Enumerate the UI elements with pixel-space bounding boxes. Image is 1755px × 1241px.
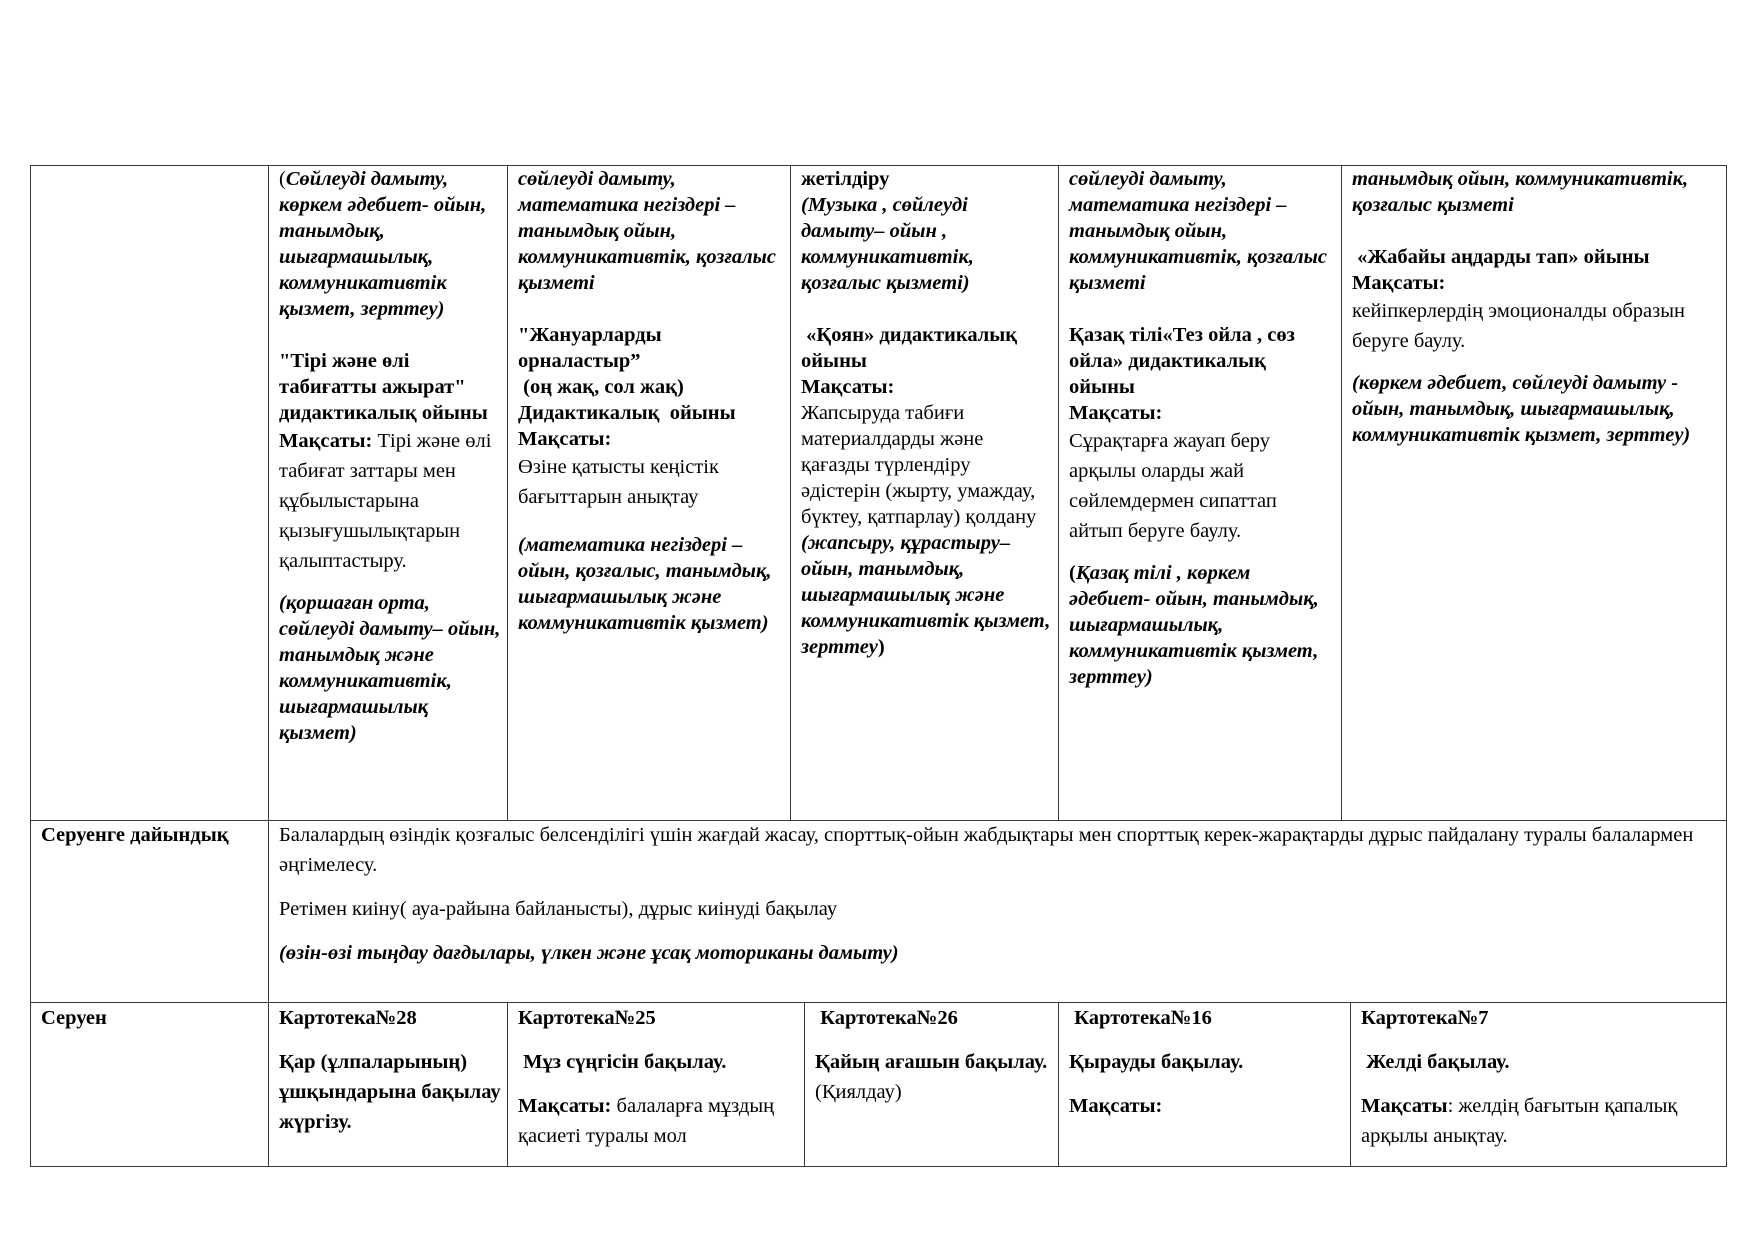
observation-title: Қырауды бақылау. bbox=[1069, 1051, 1244, 1073]
open-paren: ( bbox=[279, 168, 286, 190]
walk-cell-4 bbox=[1069, 1003, 1345, 1121]
activity-areas: сөйлеуді дамыту, математика негіздері – танымдық ойын, коммуникативтік, қозғалыс қызметі bbox=[518, 168, 776, 294]
goal-text: : желдің бағытын қапалық арқылы анықтау. bbox=[1361, 1095, 1678, 1147]
activity-areas-summary: (қоршаған орта, сөйлеуді дамыту– ойын, танымдық және коммуникативтік, шығармашылық қызмет) bbox=[279, 592, 501, 744]
activity-cell-2 bbox=[518, 166, 784, 636]
activity-areas-summary: (математика негіздері – ойын, қозғалыс, танымдық, шығармашылық және коммуникативтік қызмет) bbox=[518, 534, 772, 634]
activity-cell-1 bbox=[279, 166, 501, 746]
goal-text: кейіпкерлердің эмоционалды образын беруге баулу. bbox=[1352, 300, 1685, 352]
goal-text: Өзіне қатысты кеңістік бағыттарын анықтау bbox=[518, 456, 719, 508]
column-divider bbox=[1058, 1002, 1059, 1167]
goal-label: Мақсаты: bbox=[801, 376, 895, 398]
goal-label: Мақсаты: bbox=[518, 1095, 612, 1117]
activity-areas: Сөйлеуді дамыту, көркем әдебиет- ойын, танымдық, шығармашылық, коммуникативтік қызмет, зерттеу) bbox=[279, 168, 487, 320]
card-number: Картотека№28 bbox=[279, 1007, 417, 1029]
column-divider bbox=[1350, 1002, 1351, 1167]
game-title: «Қоян» дидактикалық ойыны bbox=[801, 324, 1023, 372]
goal-text: Жапсыруда табиғи материалдарды және қағазды түрлендіру әдістерін (жырту, умаждау, бүктеу, қатпарлау) қолдану bbox=[801, 402, 1037, 528]
observation-subtitle: (Қиялдау) bbox=[815, 1081, 902, 1103]
walk-prep-paragraph-2: Ретімен киіну( ауа-райына байланысты), дұрыс киінуді бақылау bbox=[279, 898, 838, 920]
activity-areas: (Музыка , сөйлеуді дамыту– ойын , коммуникативтік, қозғалыс қызметі) bbox=[801, 194, 974, 294]
column-divider bbox=[507, 165, 508, 820]
column-divider bbox=[1341, 165, 1342, 820]
activity-areas: сөйлеуді дамыту, математика негіздері – танымдық ойын, коммуникативтік, қозғалыс қызметі bbox=[1069, 168, 1327, 294]
goal-label: Мақсаты: bbox=[1069, 402, 1163, 424]
activity-cell-5 bbox=[1352, 166, 1718, 448]
walk-cell-1 bbox=[279, 1003, 503, 1137]
row-label-walk: Серуен bbox=[41, 1007, 107, 1029]
activity-cell-3 bbox=[801, 166, 1053, 660]
goal-text: Сұрақтарға жауап беру арқылы оларды жай сөйлемдермен сипаттап айтып беруге баулу. bbox=[1069, 430, 1277, 542]
game-type: Дидактикалық ойыны bbox=[518, 402, 736, 424]
walk-cell-3 bbox=[815, 1003, 1053, 1107]
observation-title: Қайың ағашын бақылау. bbox=[815, 1051, 1048, 1073]
walk-cell-2 bbox=[518, 1003, 800, 1151]
game-title: "Жануарларды орналастыр” bbox=[518, 324, 662, 372]
card-number: Картотека№16 bbox=[1069, 1007, 1212, 1029]
observation-title: Желді бақылау. bbox=[1361, 1051, 1510, 1073]
goal-label: Мақсаты bbox=[1361, 1095, 1448, 1117]
activity-areas-summary: (көркем әдебиет, сөйлеуді дамыту - ойын, танымдық, шығармашылық, коммуникативтік қызмет, зерттеу) bbox=[1352, 372, 1691, 446]
column-divider bbox=[804, 1002, 805, 1167]
walk-prep-skills: (өзін-өзі тыңдау дағдылары, үлкен және ұсақ моториканы дамыту) bbox=[279, 942, 899, 964]
goal-label: Мақсаты: bbox=[1352, 272, 1446, 294]
close-paren: ) bbox=[877, 636, 885, 658]
goal-label: Мақсаты: bbox=[1069, 1095, 1163, 1117]
activity-cell-4 bbox=[1069, 166, 1335, 690]
column-divider bbox=[1058, 165, 1059, 820]
observation-title: Мұз сүңгісін бақылау. bbox=[518, 1051, 727, 1073]
card-number: Картотека№25 bbox=[518, 1007, 656, 1029]
game-title: Қазақ тілі«Тез ойла , сөз ойла» дидактикалық ойыны bbox=[1069, 324, 1295, 398]
column-divider bbox=[507, 1002, 508, 1167]
column-divider bbox=[790, 165, 791, 820]
continued-text: жетілдіру bbox=[801, 168, 890, 190]
activity-areas-summary: (жапсыру, құрастыру– ойын, танымдық, шығармашылық және коммуникативтік қызмет, зерттеу bbox=[801, 532, 1051, 658]
card-number: Картотека№26 bbox=[815, 1007, 958, 1029]
game-subtitle: (оң жақ, сол жақ) bbox=[518, 376, 684, 398]
walk-prep-content bbox=[279, 820, 1719, 968]
goal-text: балаларға мұздың қасиеті туралы мол bbox=[518, 1095, 775, 1147]
goal-text: Тірі және өлі табиғат заттары мен құбылыстарына қызығушылықтарын қалыптастыру. bbox=[279, 430, 492, 572]
walk-cell-5 bbox=[1361, 1003, 1721, 1151]
open-paren: ( bbox=[1069, 562, 1076, 584]
observation-title: Қар (ұлпаларының) ұшқындарына бақылау жүргізу. bbox=[279, 1051, 501, 1133]
game-title: "Тірі және өлі табиғатты ажырат" дидактикалық ойыны bbox=[279, 350, 488, 424]
column-divider bbox=[268, 165, 269, 1167]
activity-areas: танымдық ойын, коммуникативтік, қозғалыс қызметі bbox=[1352, 168, 1689, 216]
goal-label: Мақсаты: bbox=[518, 428, 612, 450]
row-label-walk-prep: Серуенге дайындық bbox=[41, 824, 229, 846]
card-number: Картотека№7 bbox=[1361, 1007, 1489, 1029]
game-title: «Жабайы аңдарды тап» ойыны bbox=[1352, 246, 1650, 268]
walk-prep-paragraph-1: Балалардың өзіндік қозғалыс белсенділігі үшін жағдай жасау, спорттық-ойын жабдықтары мен спорттық керек-жарақтарды дұрыс пайдалану туралы балалармен әңгімелесу. bbox=[279, 824, 1694, 876]
goal-label: Мақсаты: bbox=[279, 430, 373, 452]
activity-areas-summary: Қазақ тілі , көркем әдебиет- ойын, танымдық, шығармашылық, коммуникативтік қызмет, зерттеу) bbox=[1069, 562, 1319, 688]
